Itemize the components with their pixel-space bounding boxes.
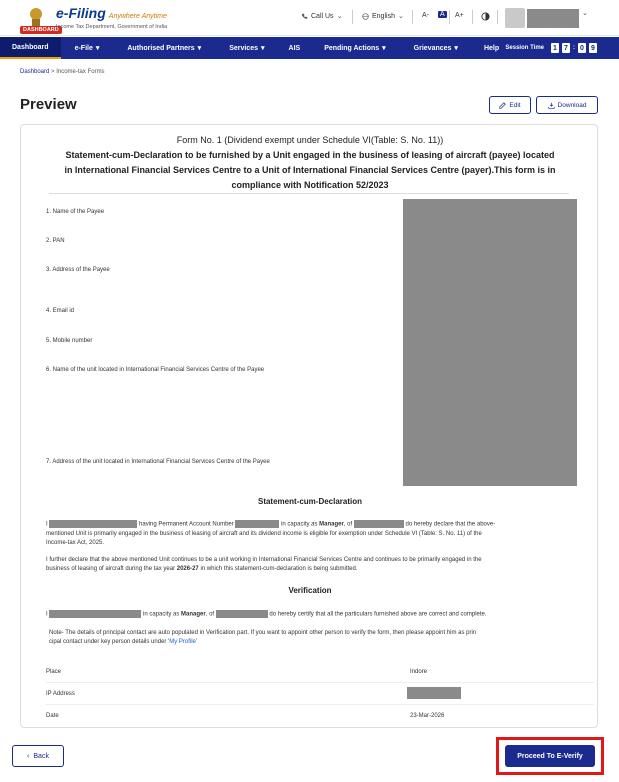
edit-button[interactable]	[489, 96, 531, 114]
verification-title: Verification	[288, 586, 332, 595]
nav-label: Authorised Partners	[127, 44, 195, 52]
declaration-title: Statement-cum-Declaration	[257, 497, 363, 506]
session-digit: 9	[589, 43, 597, 53]
nav-label: e-File	[74, 44, 93, 52]
language-selector[interactable]	[362, 12, 404, 20]
nav-label: Services	[229, 44, 258, 52]
ver-text: do hereby certify that all the particulars furnished above are correct and complete.	[269, 611, 487, 618]
chevron-left-icon: ‹	[27, 752, 30, 760]
place-label: Place	[46, 669, 62, 675]
decl-text: , of	[343, 521, 353, 528]
top-header	[0, 0, 619, 36]
nav-efile[interactable]	[61, 37, 114, 59]
decl-text: do hereby declare that the above-	[405, 521, 496, 528]
ver-text: , of	[205, 611, 215, 618]
logo-tagline: Anywhere Anytime	[108, 13, 167, 20]
back-button[interactable]	[12, 745, 64, 767]
date-value: 23-Mar-2026	[410, 713, 445, 719]
chevron-down-icon[interactable]: ⌄	[582, 10, 588, 17]
session-digit: 1	[551, 43, 559, 53]
avatar[interactable]	[505, 8, 525, 28]
field-payee-address: 3. Address of the Payee	[46, 267, 110, 273]
decl-text: Income-tax Act, 2025.	[46, 539, 105, 546]
nav-label: Help	[483, 44, 500, 52]
decl-role: Manager	[319, 521, 344, 528]
divider	[46, 704, 594, 705]
language-label: English	[372, 12, 395, 20]
font-increase-button[interactable]	[455, 12, 464, 19]
chevron-down-icon: ▾	[454, 45, 458, 52]
redacted-name	[49, 610, 141, 618]
form-subtitle-line: Statement-cum-Declaration to be furnished by a Unit engaged in the business of leasing of aircraft (payee) located	[65, 150, 555, 160]
redacted-unit	[354, 520, 404, 528]
note-text: Note- The details of principal contact are auto populated in Verification part. If you want to appoint other person to verify the form, then please appoint him as prin	[49, 630, 477, 636]
field-email: 4. Email id	[46, 308, 75, 314]
download-icon	[548, 102, 555, 109]
nav-pending-actions[interactable]	[310, 37, 399, 59]
form-preview-card	[20, 124, 598, 728]
chevron-down-icon: ▾	[261, 45, 265, 52]
redacted-name	[49, 520, 137, 528]
font-decrease-label: A-	[422, 12, 429, 19]
redacted-pan	[235, 520, 279, 528]
form-header	[21, 133, 599, 193]
session-timer	[505, 37, 597, 59]
nav-authorised-partners[interactable]	[113, 37, 215, 59]
decl-text: I	[46, 521, 48, 528]
chevron-down-icon: ▾	[382, 45, 386, 52]
globe-icon	[362, 13, 369, 20]
nav-label: Grievances	[413, 44, 452, 52]
proceed-label: Proceed To E-Verify	[517, 752, 583, 760]
nav-label: Pending Actions	[324, 44, 380, 52]
redacted-field-values	[403, 199, 577, 486]
chevron-down-icon: ⌄	[397, 13, 404, 20]
ver-text: I	[46, 611, 48, 618]
breadcrumb-dashboard[interactable]: Dashboard	[20, 69, 50, 75]
decl-text: mentioned Unit is primarily engaged in the business of leasing of aircraft and its dividend income is eligible for exemption under Schedule VI (Table: S. No. 11) of the	[46, 530, 482, 537]
efiling-logo[interactable]	[56, 5, 167, 30]
divider	[46, 682, 594, 683]
nav-ais[interactable]	[279, 37, 311, 59]
breadcrumb-separator: >	[51, 69, 55, 75]
redacted-ip-address	[407, 687, 461, 699]
form-subtitle-line: compliance with Notification 52/2023	[231, 180, 389, 190]
decl-text: having Permanent Account Number	[139, 521, 234, 528]
session-digit: 0	[578, 43, 586, 53]
logo-main-text: e-Filing	[56, 5, 106, 21]
back-label: Back	[33, 752, 49, 760]
phone-icon	[301, 13, 308, 20]
main-nav	[0, 37, 619, 59]
font-normal-label: A	[440, 11, 445, 18]
divider	[449, 10, 450, 24]
divider	[49, 193, 569, 194]
nav-label: Dashboard	[12, 43, 49, 51]
divider	[472, 10, 473, 24]
place-value: Indore	[410, 669, 428, 675]
chevron-down-icon: ▾	[197, 45, 202, 52]
decl-text: in capacity as	[281, 521, 318, 528]
form-subtitle-line: in International Financial Services Centre to a Unit of International Financial Services Centre (payer).This form is in	[64, 165, 556, 175]
nav-services[interactable]	[215, 37, 278, 59]
font-decrease-button[interactable]	[422, 12, 429, 19]
download-label: Download	[557, 101, 587, 109]
breadcrumb-current: Income-tax Forms	[56, 69, 105, 75]
ver-role: Manager	[181, 611, 206, 618]
session-colon: :	[573, 45, 575, 51]
field-unit-address: 7. Address of the unit located in International Financial Services Centre of the Payee	[46, 459, 270, 465]
session-digit: 7	[562, 43, 570, 53]
font-normal-button[interactable]	[438, 11, 447, 18]
call-us-menu[interactable]	[301, 12, 342, 20]
date-label: Date	[46, 713, 59, 719]
declaration-paragraph-1	[46, 520, 594, 548]
nav-dashboard[interactable]	[0, 37, 61, 59]
nav-label: AIS	[288, 44, 301, 52]
proceed-to-everify-button[interactable]	[505, 745, 595, 767]
redacted-user-name	[527, 9, 579, 28]
breadcrumb	[20, 69, 105, 75]
pencil-icon	[499, 102, 506, 109]
chevron-down-icon: ▾	[95, 45, 100, 52]
field-mobile: 5. Mobile number	[46, 338, 93, 344]
ip-address-label: IP Address	[46, 691, 75, 697]
field-payee-name: 1. Name of the Payee	[46, 209, 105, 215]
decl-tax-year: 2026-27	[176, 566, 199, 572]
ver-text: in capacity as	[143, 611, 180, 618]
call-us-label: Call Us	[311, 12, 334, 20]
decl-text: business of leasing of aircraft during the tax year	[46, 566, 176, 572]
nav-grievances[interactable]	[400, 37, 472, 59]
my-profile-link[interactable]: 'My Profile'	[168, 639, 198, 645]
chevron-down-icon: ⌄	[336, 13, 343, 20]
edit-label: Edit	[509, 101, 521, 109]
download-button[interactable]	[536, 96, 598, 114]
declaration-paragraph-2	[46, 556, 594, 574]
contrast-icon[interactable]	[481, 12, 490, 21]
font-increase-label: A+	[455, 12, 464, 19]
divider	[412, 10, 413, 24]
dashboard-badge: DASHBOARD	[20, 26, 62, 34]
logo-subtext: Income Tax Department, Government of India	[56, 24, 168, 30]
redacted-unit	[216, 610, 268, 618]
session-label: Session Time	[505, 45, 544, 51]
field-pan: 2. PAN	[46, 238, 65, 244]
note-text: cipal contact under key person details under	[49, 639, 167, 645]
form-title: Form No. 1 (Dividend exempt under Schedule VI(Table: S. No. 11))	[176, 135, 444, 145]
decl-text: I further declare that the above mentioned Unit continues to be a unit working in International Financial Services Centre and continues to be primarily engaged in the	[46, 557, 482, 563]
page-title: Preview	[20, 96, 77, 113]
verification-paragraph	[46, 610, 594, 620]
decl-text: in which this statement-cum-declaration is being submitted.	[200, 566, 358, 572]
field-unit-name: 6. Name of the unit located in International Financial Services Centre of the Payee	[46, 367, 265, 373]
divider	[497, 10, 498, 24]
verification-note	[49, 629, 594, 647]
divider	[352, 10, 353, 24]
